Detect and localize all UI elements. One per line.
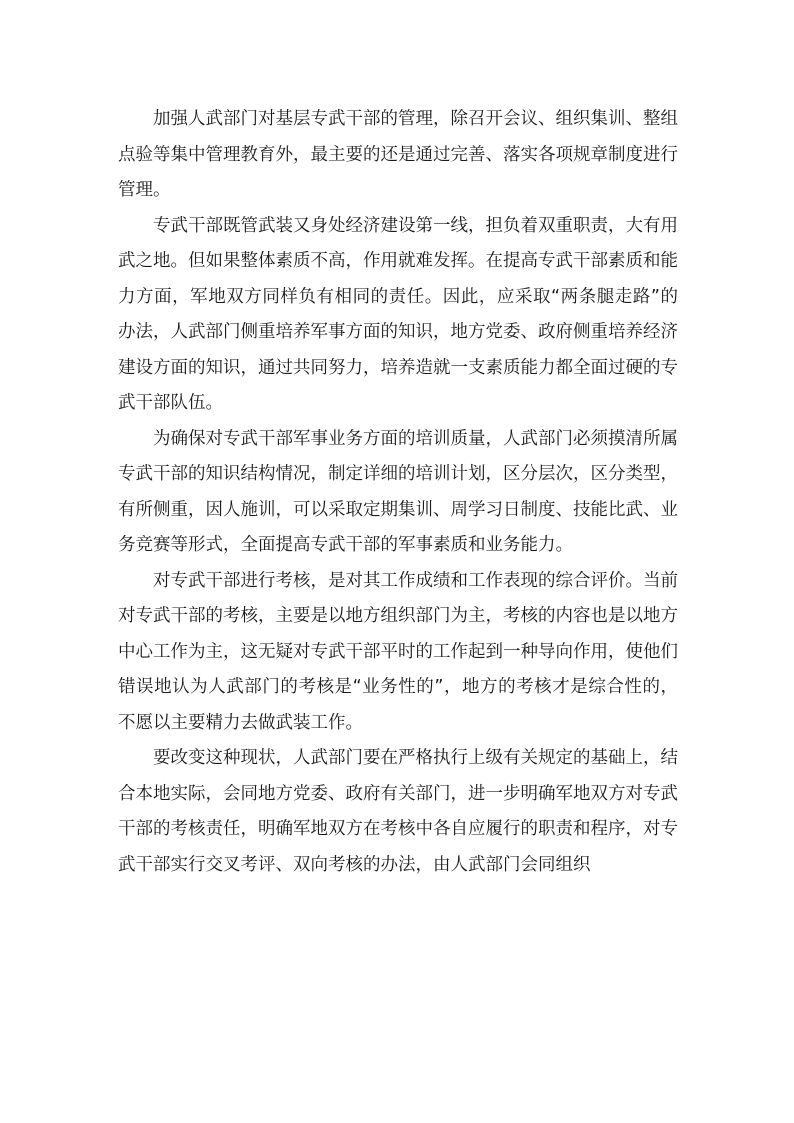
- paragraph-5: 要改变这种现状，人武部门要在严格执行上级有关规定的基础上，结合本地实际，会同地方党委、政府有关部门，进一步明确军地双方对专武干部的考核责任，明确军地双方在考核中各自应履行的职责和程序，对专武干部实行交叉考评、双向考核的办法，由人武部门会同组织: [118, 748, 678, 875]
- paragraph-2: 专武干部既管武装又身处经济建设第一线，担负着双重职责，大有用武之地。但如果整体素质不高，作用就难发挥。在提高专武干部素质和能力方面，军地双方同样负有相同的责任。因此，应采取“两条腿走路”的办法，人武部门侧重培养军事方面的知识，地方党委、政府侧重培养经济建设方面的知识，通过共同努力，培养造就一支素质能力都全面过硬的专武干部队伍。: [118, 215, 678, 413]
- paragraph-1: 加强人武部门对基层专武干部的管理，除召开会议、组织集训、整组点验等集中管理教育外，最主要的还是通过完善、落实各项规章制度进行管理。: [118, 109, 678, 200]
- document-body: [118, 102, 678, 883]
- paragraph-3: 为确保对专武干部军事业务方面的培训质量，人武部门必须摸清所属专武干部的知识结构情况，制定详细的培训计划，区分层次，区分类型，有所侧重，因人施训，可以采取定期集训、周学习日制度、技能比武、业务竞赛等形式，全面提高专武干部的军事素质和业务能力。: [118, 428, 678, 555]
- paragraph-4: 对专武干部进行考核，是对其工作成绩和工作表现的综合评价。当前对专武干部的考核，主要是以地方组织部门为主，考核的内容也是以地方中心工作为主，这无疑对专武干部平时的工作起到一种导向作用，使他们错误地认为人武部门的考核是“业务性的”，地方的考核才是综合性的，不愿以主要精力去做武装工作。: [118, 570, 678, 733]
